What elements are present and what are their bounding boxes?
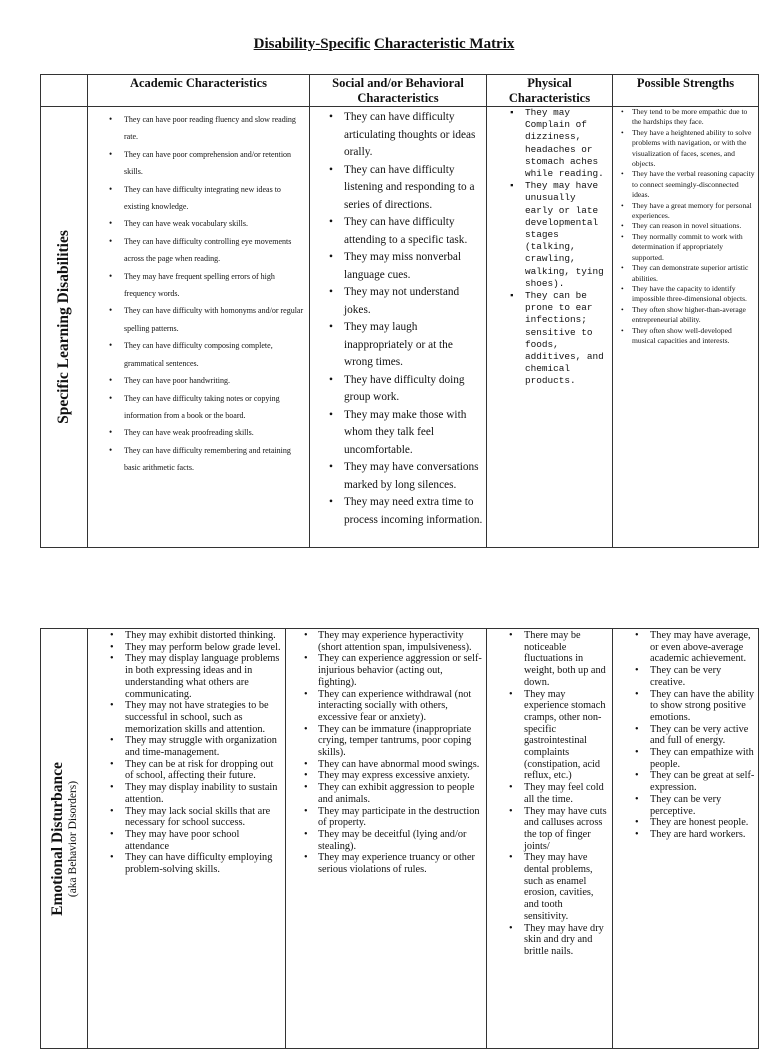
ed-social-item: • They can exhibit aggression to people and animals. (318, 782, 483, 805)
ed-academic-cell (88, 629, 286, 1049)
ed-academic-item: • They can be at risk for dropping out of school, affecting their future. (125, 759, 282, 782)
sld-social-item: • They can have difficulty listening and responding to a series of directions. (344, 162, 483, 215)
ed-strengths-item: • They can be very perceptive. (650, 794, 755, 817)
ed-strengths-item: • They can be very active and full of energy. (650, 724, 755, 747)
sld-physical-cell (487, 107, 613, 548)
ed-academic-item: • They may have poor school attendance (125, 829, 282, 852)
ed-academic-list (88, 629, 285, 876)
ed-strengths-item: • They can empathize with people. (650, 747, 755, 770)
title-part-1: Disability-Specific (253, 36, 371, 52)
ed-physical-item: • They may have cuts and calluses across the top of finger joints/ (524, 806, 609, 853)
ed-physical-item: • They may have dry skin and dry and brittle nails. (524, 923, 609, 958)
ed-strengths-item: • They can be great at self-expression. (650, 770, 755, 793)
ed-academic-item: • They may exhibit distorted thinking. (125, 630, 282, 642)
ed-physical-item: • They may feel cold all the time. (524, 782, 609, 805)
ed-academic-item: • They may not have strategies to be successful in school, such as memorization skills and attention. (125, 700, 282, 735)
sld-social-item: • They may have conversations marked by long silences. (344, 459, 483, 494)
sld-strengths-item: • They have a heightened ability to solve problems with navigation, or with the visualization of faces, scenes, and objects. (632, 128, 755, 170)
ed-strengths-item: • They may have average, or even above-average academic achievement. (650, 630, 755, 665)
sld-physical-item: ▪ They may Complain of dizziness, headaches or stomach aches while reading. (525, 107, 609, 180)
ed-social-list (286, 629, 486, 876)
header-academic: Academic Characteristics (88, 75, 310, 107)
sld-row-label-cell (41, 107, 88, 548)
ed-social-item: • They can have abnormal mood swings. (318, 759, 483, 771)
ed-academic-item: • They can have difficulty employing problem-solving skills. (125, 852, 282, 875)
sld-academic-item: • They can have difficulty remembering and retaining basic arithmetic facts. (124, 442, 306, 477)
sld-academic-item: • They can have poor comprehension and/or retention skills. (124, 146, 306, 181)
sld-strengths-list (613, 107, 758, 346)
ed-matrix-table (40, 628, 759, 1049)
sld-academic-item: • They can have poor reading fluency and slow reading rate. (124, 111, 306, 146)
ed-social-item: • They may experience truancy or other serious violations of rules. (318, 852, 483, 875)
sld-physical-list (487, 107, 612, 388)
ed-strengths-item: • They are honest people. (650, 817, 755, 829)
ed-academic-item: • They may struggle with organization and time-management. (125, 735, 282, 758)
sld-academic-item: • They can have weak vocabulary skills. (124, 215, 306, 232)
sld-physical-item: ▪ They may have unusually early or late developmental stages (talking, crawling, walking, tying shoes). (525, 180, 609, 290)
corner-cell (41, 75, 88, 107)
sld-strengths-item: • They often show well-developed musical capacities and interests. (632, 326, 755, 347)
ed-social-cell (286, 629, 487, 1049)
title-part-2: Characteristic Matrix (374, 36, 515, 52)
sld-strengths-cell (613, 107, 759, 548)
sld-social-item: • They may miss nonverbal language cues. (344, 249, 483, 284)
ed-strengths-cell (613, 629, 759, 1049)
sld-academic-item: • They can have poor handwriting. (124, 372, 306, 389)
ed-physical-list (487, 629, 612, 958)
sld-strengths-item: • They often show higher-than-average entrepreneurial ability. (632, 305, 755, 326)
ed-social-item: • They can experience withdrawal (not interacting socially with others, excessive fear or anxiety). (318, 689, 483, 724)
ed-social-item: • They may experience hyperactivity (short attention span, impulsiveness). (318, 630, 483, 653)
sld-strengths-item: • They normally commit to work with determination if appropriately supported. (632, 232, 755, 263)
ed-social-item: • They can experience aggression or self-injurious behavior (acting out, fighting). (318, 653, 483, 688)
ed-physical-cell (487, 629, 613, 1049)
sld-row (41, 107, 759, 548)
sld-academic-list (88, 107, 309, 477)
ed-physical-item: • They may have dental problems, such as enamel erosion, cavities, and tooth sensitivity. (524, 852, 609, 922)
ed-row-label-cell (41, 629, 88, 1049)
sld-academic-item: • They can have weak proofreading skills. (124, 424, 306, 441)
header-physical: Physical Characteristics (487, 75, 613, 107)
ed-row-sublabel: (aka Behavior Disorders) (67, 780, 79, 897)
sld-strengths-item: • They tend to be more empathic due to the hardships they face. (632, 107, 755, 128)
ed-social-item: • They can be immature (inappropriate crying, temper tantrums, poor coping skills). (318, 724, 483, 759)
ed-physical-item: • There may be noticeable fluctuations in weight, both up and down. (524, 630, 609, 689)
sld-academic-item: • They may have frequent spelling errors of high frequency words. (124, 268, 306, 303)
sld-matrix-table (40, 74, 759, 548)
ed-strengths-item: • They can be very creative. (650, 665, 755, 688)
ed-social-item: • They may be deceitful (lying and/or stealing). (318, 829, 483, 852)
sld-social-item: • They may not understand jokes. (344, 284, 483, 319)
ed-strengths-list (613, 629, 758, 841)
header-row (41, 75, 759, 107)
sld-academic-cell (88, 107, 310, 548)
ed-physical-item: • They may experience stomach cramps, other non-specific gastrointestinal complaints (constipation, acid reflux, etc.) (524, 689, 609, 783)
sld-strengths-item: • They can reason in novel situations. (632, 221, 755, 231)
sld-social-item: • They have difficulty doing group work. (344, 372, 483, 407)
sld-academic-item: • They can have difficulty integrating new ideas to existing knowledge. (124, 181, 306, 216)
sld-academic-item: • They can have difficulty controlling eye movements across the page when reading. (124, 233, 306, 268)
header-social: Social and/or Behavioral Characteristics (310, 75, 487, 107)
ed-academic-item: • They may lack social skills that are necessary for school success. (125, 806, 282, 829)
sld-social-list (310, 107, 486, 529)
ed-row (41, 629, 759, 1049)
sld-physical-item: ▪ They can be prone to ear infections; sensitive to foods, additives, and chemical products. (525, 290, 609, 388)
sld-strengths-item: • They have the verbal reasoning capacity to connect seemingly-disconnected ideas. (632, 169, 755, 200)
sld-row-label: Specific Learning Disabilities (55, 230, 72, 424)
sld-strengths-item: • They can demonstrate superior artistic abilities. (632, 263, 755, 284)
ed-academic-item: • They may display language problems in both expressing ideas and in understanding what others are communicating. (125, 653, 282, 700)
header-strengths: Possible Strengths (613, 75, 759, 107)
ed-social-item: • They may express excessive anxiety. (318, 770, 483, 782)
ed-social-item: • They may participate in the destruction of property. (318, 806, 483, 829)
sld-strengths-item: • They have the capacity to identify impossible three-dimensional objects. (632, 284, 755, 305)
ed-academic-item: • They may display inability to sustain attention. (125, 782, 282, 805)
sld-social-item: • They may need extra time to process incoming information. (344, 494, 483, 529)
sld-academic-item: • They can have difficulty composing complete, grammatical sentences. (124, 337, 306, 372)
ed-strengths-item: • They can have the ability to show strong positive emotions. (650, 689, 755, 724)
ed-row-label: Emotional Disturbance (49, 761, 66, 916)
sld-social-item: • They can have difficulty articulating thoughts or ideas orally. (344, 109, 483, 162)
sld-strengths-item: • They have a great memory for personal experiences. (632, 201, 755, 222)
sld-social-cell (310, 107, 487, 548)
document-title (0, 36, 768, 53)
ed-strengths-item: • They are hard workers. (650, 829, 755, 841)
sld-social-item: • They may laugh inappropriately or at the wrong times. (344, 319, 483, 372)
sld-social-item: • They can have difficulty attending to a specific task. (344, 214, 483, 249)
sld-academic-item: • They can have difficulty with homonyms and/or regular spelling patterns. (124, 302, 306, 337)
sld-academic-item: • They can have difficulty taking notes or copying information from a book or the board. (124, 390, 306, 425)
sld-social-item: • They may make those with whom they talk feel uncomfortable. (344, 407, 483, 460)
ed-academic-item: • They may perform below grade level. (125, 642, 282, 654)
